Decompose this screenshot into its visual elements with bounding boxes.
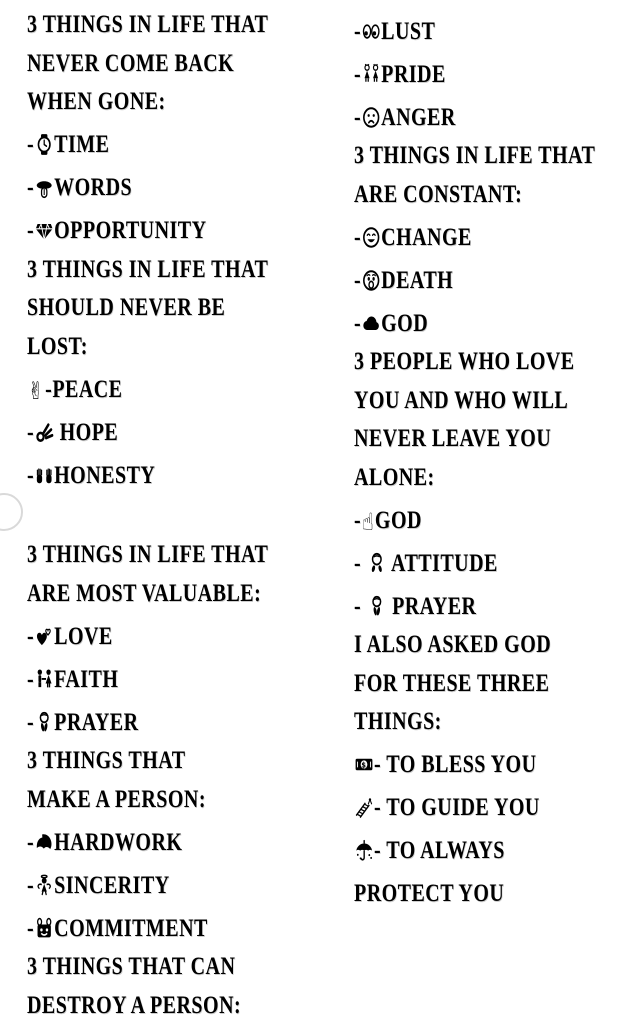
- item-content: [27, 212, 207, 251]
- heading-text: ARE CONSTANT:: [354, 180, 523, 208]
- eyes-icon: [362, 20, 380, 43]
- heading-line: [354, 703, 622, 742]
- item-content: [27, 371, 123, 410]
- item-label: -PEACE: [45, 375, 123, 403]
- heading-text: ALONE:: [354, 463, 435, 491]
- heading-text: DESTROY A PERSON:: [27, 991, 242, 1019]
- list-item: [27, 661, 342, 700]
- section: [27, 6, 342, 251]
- heading-line: [354, 382, 622, 421]
- couple-icon: [35, 668, 53, 691]
- tongue-icon: [35, 176, 53, 199]
- heading-line: [27, 289, 342, 328]
- ok-hand-icon: [35, 421, 53, 444]
- heading-line: [354, 665, 622, 704]
- heading-line: [27, 45, 342, 84]
- heading-line: [27, 987, 342, 1026]
- list-item: [354, 746, 622, 785]
- column-right: [354, 8, 622, 914]
- item-label: HOPE: [54, 418, 119, 446]
- railway-icon: [355, 796, 373, 819]
- item-label: ANGER: [381, 103, 456, 131]
- heading-line: [354, 343, 622, 382]
- hug-face-icon: [35, 917, 53, 940]
- clock-icon: [35, 133, 53, 156]
- item-content: [354, 13, 435, 52]
- faint-circle-decoration: [0, 493, 23, 531]
- list-item: [27, 824, 342, 863]
- item-content: [27, 661, 118, 700]
- item-prefix: -: [27, 217, 35, 244]
- item-prefix: -: [27, 665, 35, 693]
- praying-icon: [367, 595, 385, 618]
- smile-face-icon: [362, 226, 380, 249]
- heading-line: [354, 137, 622, 176]
- heading-text: LOST:: [27, 332, 88, 360]
- heading-line: [27, 536, 342, 575]
- item-label: CHANGE: [381, 223, 472, 251]
- heading-text: 3 THINGS THAT: [27, 747, 186, 774]
- item-content: [354, 502, 422, 541]
- item-prefix: -: [27, 871, 35, 899]
- item-content: [27, 867, 170, 906]
- item-content: [27, 704, 139, 743]
- section: [27, 742, 342, 948]
- list-item: [354, 219, 622, 258]
- heading-text: SHOULD NEVER BE: [27, 294, 226, 321]
- item-prefix: -: [27, 461, 35, 489]
- item-prefix: -: [354, 506, 362, 534]
- svg-text:$: $: [361, 759, 367, 770]
- heading-text: YOU AND WHO WILL: [354, 386, 569, 414]
- item-label: ATTITUDE: [386, 549, 498, 577]
- angel-icon: [35, 874, 53, 897]
- list-item: [354, 875, 622, 914]
- heading-line: [354, 176, 622, 215]
- item-content: [27, 824, 182, 863]
- item-content: [27, 126, 109, 165]
- heading-line: [354, 459, 622, 498]
- heading-line: [27, 6, 342, 45]
- heading-line: [27, 948, 342, 987]
- item-label: GOD: [381, 309, 429, 337]
- heading-text: NEVER LEAVE YOU: [354, 425, 552, 452]
- section: [27, 536, 342, 742]
- heading-text: I ALSO ASKED GOD: [354, 631, 552, 658]
- fearful-face-icon: [362, 269, 380, 292]
- section: [27, 948, 342, 1025]
- section: [354, 343, 622, 626]
- victory-hand-icon: ✌: [27, 376, 45, 405]
- frown-face-icon: [362, 106, 380, 129]
- item-content: [354, 545, 498, 584]
- item-label: WORDS: [54, 174, 133, 201]
- praying-icon: [35, 711, 53, 734]
- item-prefix: -: [27, 828, 35, 856]
- raised-hands-icon: [35, 464, 53, 487]
- item-content: [354, 746, 537, 785]
- item-content: [354, 588, 476, 627]
- item-content: [354, 305, 428, 344]
- list-item: [27, 371, 342, 410]
- item-prefix: -: [354, 309, 362, 337]
- heading-text: NEVER COME BACK: [27, 49, 235, 77]
- list-item: [27, 704, 342, 743]
- cloud-icon: [362, 312, 380, 335]
- item-label: HARDWORK: [54, 828, 183, 856]
- item-label: LUST: [381, 17, 436, 45]
- item-label: FAITH: [54, 665, 119, 693]
- item-prefix: -: [354, 60, 362, 88]
- item-prefix: -: [27, 708, 35, 736]
- list-item: [27, 867, 342, 906]
- column-left: [27, 6, 342, 1025]
- list-item: [27, 457, 342, 496]
- item-content: [27, 169, 132, 208]
- list-item: [354, 832, 622, 871]
- item-prefix: -: [27, 622, 35, 650]
- list-item: [27, 126, 342, 165]
- item-content: [354, 219, 472, 258]
- list-item: [354, 56, 622, 95]
- list-item: [354, 588, 622, 627]
- heading-text: 3 PEOPLE WHO LOVE: [354, 348, 575, 375]
- item-label: TIME: [54, 131, 110, 158]
- item-prefix: -: [354, 266, 362, 294]
- heading-line: [27, 328, 342, 367]
- list-item: [354, 545, 622, 584]
- heading-text: MAKE A PERSON:: [27, 785, 206, 813]
- section: [354, 137, 622, 343]
- item-content: [354, 875, 504, 914]
- list-item: [27, 414, 342, 453]
- item-prefix: -: [354, 592, 367, 620]
- list-item: [354, 502, 622, 541]
- heading-text: 3 THINGS IN LIFE THAT: [27, 11, 269, 38]
- item-prefix: -: [27, 131, 35, 158]
- item-label: - TO GUIDE YOU: [374, 794, 540, 821]
- dancers-icon: [362, 63, 380, 86]
- section: [354, 13, 622, 138]
- item-prefix: -: [354, 103, 362, 131]
- item-content: [354, 56, 446, 95]
- list-item: [354, 13, 622, 52]
- section: [354, 626, 622, 914]
- item-prefix: -: [27, 418, 35, 446]
- list-item: [27, 212, 342, 251]
- item-label: HONESTY: [54, 461, 156, 489]
- list-item: [354, 305, 622, 344]
- list-item: [27, 910, 342, 949]
- item-content: [27, 618, 113, 657]
- point-up-icon: ☝: [361, 507, 375, 536]
- item-label: GOD: [374, 506, 422, 534]
- heading-line: [27, 781, 342, 820]
- item-label: PRAYER: [54, 708, 139, 736]
- heading-line: [27, 742, 342, 781]
- item-content: [27, 457, 155, 496]
- item-content: [354, 789, 540, 828]
- item-content: [354, 262, 453, 301]
- heading-text: THINGS:: [354, 708, 442, 735]
- list-item: [354, 789, 622, 828]
- item-content: [27, 910, 208, 949]
- heading-line: [354, 626, 622, 665]
- gem-icon: [35, 219, 53, 242]
- item-content: [27, 414, 118, 453]
- heading-text: 3 THINGS IN LIFE THAT: [27, 541, 269, 568]
- item-prefix: -: [354, 549, 367, 577]
- item-prefix: -: [354, 223, 362, 251]
- list-item: [354, 262, 622, 301]
- list-item: [27, 618, 342, 657]
- heading-text: FOR THESE THREE: [354, 669, 550, 697]
- list-item: [27, 169, 342, 208]
- heading-line: [354, 420, 622, 459]
- umbrella-icon: [355, 839, 373, 862]
- item-content: [354, 832, 505, 871]
- biceps-icon: [35, 831, 53, 854]
- item-label: SINCERITY: [54, 871, 170, 899]
- item-label: COMMITMENT: [54, 914, 208, 942]
- section: [27, 251, 342, 496]
- heading-text: WHEN GONE:: [27, 88, 166, 115]
- money-icon: [355, 753, 373, 776]
- list-item: [354, 99, 622, 138]
- item-prefix: -: [354, 17, 362, 45]
- item-content: [354, 99, 456, 138]
- two-hearts-icon: [35, 625, 53, 648]
- item-prefix: -: [27, 174, 35, 201]
- heading-text: ARE MOST VALUABLE:: [27, 579, 262, 607]
- item-label: DEATH: [381, 266, 454, 294]
- item-label: - TO ALWAYS: [374, 837, 505, 864]
- item-label: PROTECT YOU: [354, 880, 505, 907]
- heading-line: [27, 83, 342, 122]
- heading-text: 3 THINGS IN LIFE THAT: [27, 255, 269, 283]
- item-prefix: -: [27, 914, 35, 942]
- heading-text: 3 THINGS IN LIFE THAT: [354, 142, 596, 169]
- heading-text: 3 THINGS THAT CAN: [27, 953, 236, 980]
- bowing-person-icon: [367, 552, 385, 575]
- item-label: PRAYER: [386, 592, 477, 620]
- item-label: - TO BLESS YOU: [374, 751, 537, 778]
- item-label: OPPORTUNITY: [54, 217, 207, 244]
- heading-line: [27, 575, 342, 614]
- item-label: PRIDE: [381, 60, 446, 88]
- heading-line: [27, 251, 342, 290]
- item-label: LOVE: [54, 622, 113, 650]
